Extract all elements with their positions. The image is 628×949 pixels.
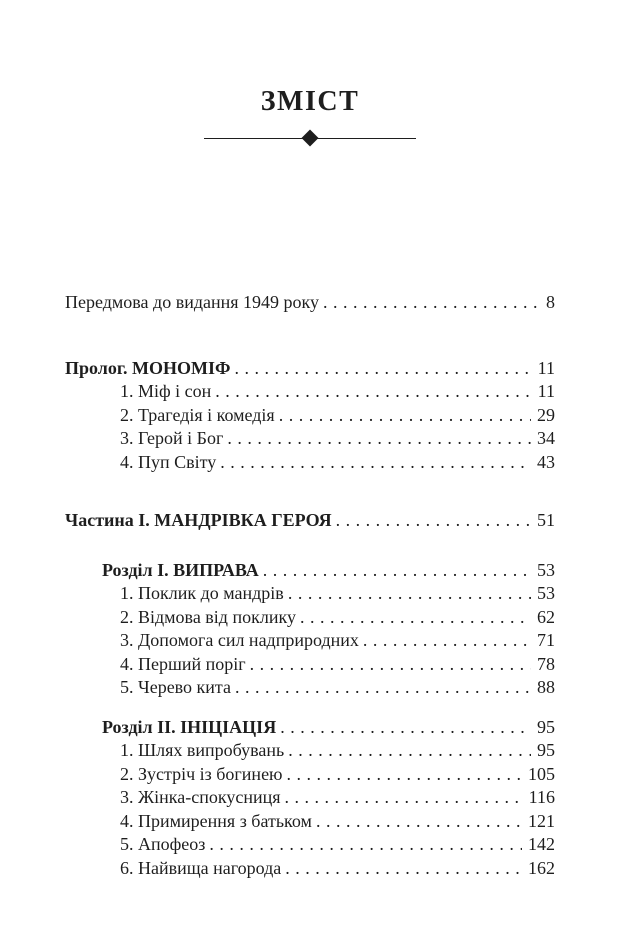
dot-leader — [332, 509, 531, 533]
dot-leader — [283, 763, 522, 787]
toc-entry — [65, 606, 555, 630]
toc-entry-page: 162 — [528, 857, 555, 878]
toc-entry-page: 88 — [537, 677, 555, 697]
toc-entry-page: 51 — [537, 510, 555, 530]
toc-entry-page: 121 — [528, 810, 555, 831]
toc-entry-page: 71 — [537, 630, 555, 650]
toc-entry-label: 5. Черево кита — [120, 677, 232, 697]
toc-section-header-chapter1 — [65, 559, 555, 583]
dot-leader — [211, 380, 531, 404]
toc-entry — [65, 676, 555, 700]
dot-leader — [246, 653, 531, 677]
toc-entry-label: 2. Зустріч із богинею — [120, 763, 283, 784]
dot-leader — [296, 606, 531, 630]
toc-entry-label: 6. Найвища нагорода — [120, 857, 282, 878]
toc-entry-label: Частина I. МАНДРІВКА ГЕРОЯ — [65, 510, 332, 530]
ornamental-divider — [204, 129, 416, 146]
toc-entry-label: 2. Трагедія і комедія — [120, 404, 275, 425]
toc-entry-label: Передмова до видання 1949 року — [65, 292, 320, 312]
masthead — [65, 88, 555, 146]
dot-leader — [216, 451, 531, 475]
toc-entry-page: 11 — [537, 357, 555, 378]
toc-entry-label: 3. Жінка-спокусниця — [120, 787, 281, 807]
toc-entry — [65, 427, 555, 451]
dot-leader — [223, 427, 531, 451]
toc-entry-page: 29 — [537, 404, 555, 425]
toc-entry-label: 1. Шлях випробувань — [120, 740, 285, 760]
toc-entry — [65, 451, 555, 475]
dot-leader — [284, 582, 531, 606]
dot-leader — [284, 739, 531, 763]
toc-entry-label: Пролог. МОНОМІФ — [65, 357, 231, 378]
toc-entry-page: 142 — [528, 834, 555, 854]
diamond-icon — [302, 129, 319, 146]
toc-entry-page: 11 — [537, 381, 555, 401]
toc-entry-label: 5. Апофеоз — [120, 834, 206, 854]
toc-entry — [65, 739, 555, 763]
toc-entry — [65, 810, 555, 834]
toc-entry-label: 4. Пуп Світу — [120, 451, 217, 472]
toc-entry-page: 105 — [528, 763, 555, 784]
toc-entry-page: 53 — [537, 583, 555, 603]
dot-leader — [359, 629, 531, 653]
toc-section-header-part1 — [65, 509, 555, 533]
toc-entry — [65, 763, 555, 787]
toc-entry — [65, 380, 555, 404]
toc-entry — [65, 404, 555, 428]
toc-entry — [65, 629, 555, 653]
dot-leader — [259, 559, 531, 583]
toc-entry-page: 8 — [546, 292, 555, 312]
dot-leader — [231, 676, 531, 700]
dot-leader — [281, 786, 523, 810]
page-title: ЗМІСТ — [260, 86, 360, 117]
toc-entry-label: Розділ I. ВИПРАВА — [102, 559, 259, 580]
toc-entry-page: 62 — [537, 606, 555, 627]
dot-leader — [319, 291, 540, 315]
dot-leader — [230, 357, 531, 381]
toc-entry — [65, 582, 555, 606]
dot-leader — [205, 833, 522, 857]
toc-entry-page: 34 — [537, 428, 555, 448]
toc-entry-page: 43 — [537, 451, 555, 472]
toc-entry-page: 78 — [537, 653, 555, 674]
toc-entry-page: 95 — [537, 740, 555, 760]
toc-entry — [65, 833, 555, 857]
toc-entry-label: 1. Міф і сон — [120, 381, 212, 401]
toc-entry-label: 1. Поклик до мандрів — [120, 583, 284, 603]
table-of-contents — [65, 291, 555, 880]
toc-section-header-prologue — [65, 357, 555, 381]
toc-entry-label: 2. Відмова від поклику — [120, 606, 296, 627]
dot-leader — [281, 857, 522, 881]
toc-section-header-chapter2 — [65, 716, 555, 740]
toc-entry-label: 3. Герой і Бог — [120, 428, 224, 448]
toc-entry-label: 3. Допомога сил надприродних — [120, 630, 359, 650]
toc-entry-page: 116 — [528, 787, 555, 807]
dot-leader — [312, 810, 522, 834]
dot-leader — [275, 404, 531, 428]
toc-entry — [65, 786, 555, 810]
toc-entry — [65, 653, 555, 677]
dot-leader — [276, 716, 531, 740]
toc-entry-label: Розділ II. ІНІЦІАЦІЯ — [102, 716, 277, 737]
toc-entry — [65, 857, 555, 881]
toc-entry-label: 4. Примирення з батьком — [120, 810, 312, 831]
toc-entry-page: 95 — [537, 716, 555, 737]
toc-entry-preface — [65, 291, 555, 315]
toc-entry-page: 53 — [537, 559, 555, 580]
toc-entry-label: 4. Перший поріг — [120, 653, 246, 674]
